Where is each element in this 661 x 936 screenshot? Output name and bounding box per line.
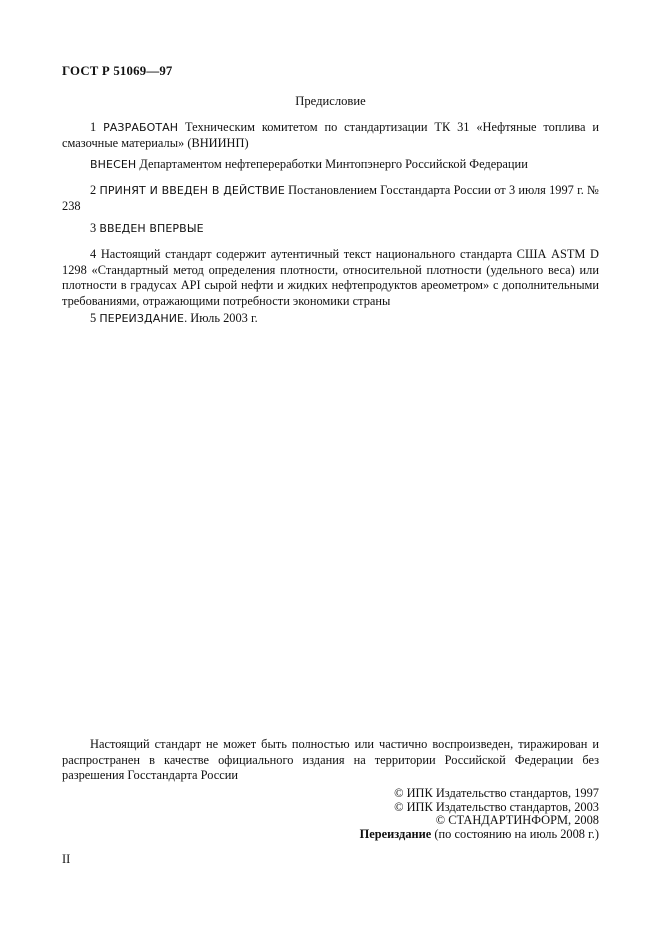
paragraph-number: 2: [90, 183, 97, 197]
copyright-line-2008: © СТАНДАРТИНФОРМ, 2008: [435, 813, 599, 827]
content-text: Настоящий стандарт содержит аутентичный текст национального стандарта США ASTM D 1298 «Стандартный метод определения плотности, относительной плотности (удельного веса) или плотности в градусах API сырой нефти и жидких нефтепродуктов ареометром» с дополнительными требованиями, отражающими потребности экономики страны: [62, 247, 599, 308]
developed-label: РАЗРАБОТАН: [103, 121, 179, 134]
developed-text: Техническим комитетом по стандартизации ТК 31 «Нефтяные топлива и смазочные материалы» (ВНИИНП): [62, 120, 599, 150]
paragraph-4-content: [62, 247, 599, 309]
reissue-status-text: (по состоянию на июль 2008 г.): [431, 826, 599, 841]
first-introduced-label: ВВЕДЕН ВПЕРВЫЕ: [99, 222, 204, 235]
paragraph-number: 5: [90, 311, 97, 325]
copyright-line-2003: © ИПК Издательство стандартов, 2003: [394, 799, 599, 814]
paragraph-5-reissue: [62, 311, 599, 327]
paragraph-number: 1: [90, 120, 97, 134]
standard-code: ГОСТ Р 51069—97: [62, 64, 173, 78]
introduced-text: Департаментом нефтепереработки Минтопэнерго Российской Федерации: [136, 157, 528, 171]
page-number: II: [62, 852, 71, 866]
paragraph-3-first-introduced: [62, 221, 599, 237]
reissue-status: [360, 828, 599, 842]
reissue-status-label: Переиздание: [359, 826, 432, 841]
paragraph-introduced: [62, 157, 599, 173]
paragraph-number: 4: [90, 247, 97, 261]
copyright-line-1997: © ИПК Издательство стандартов, 1997: [394, 786, 599, 800]
reissue-label: ПЕРЕИЗДАНИЕ: [99, 312, 185, 325]
introduced-label: ВНЕСЕН: [90, 158, 137, 171]
adopted-text: Постановлением Госстандарта России от 3 июля 1997 г. № 238: [62, 183, 599, 213]
reproduction-notice: Настоящий стандарт не может быть полностью или частично воспроизведен, тиражирован и распространен в качестве официального издания на территории Российской Федерации без разрешения Госстандарта России: [62, 737, 599, 782]
paragraph-number: 3: [90, 221, 97, 235]
paragraph-1-developed: [62, 120, 599, 151]
adopted-label: ПРИНЯТ И ВВЕДЕН В ДЕЙСТВИЕ: [99, 184, 285, 197]
reissue-text: . Июль 2003 г.: [184, 311, 258, 325]
copyright-block: [360, 787, 599, 841]
section-title: Предисловие: [295, 94, 366, 108]
paragraph-2-adopted: [62, 183, 599, 214]
